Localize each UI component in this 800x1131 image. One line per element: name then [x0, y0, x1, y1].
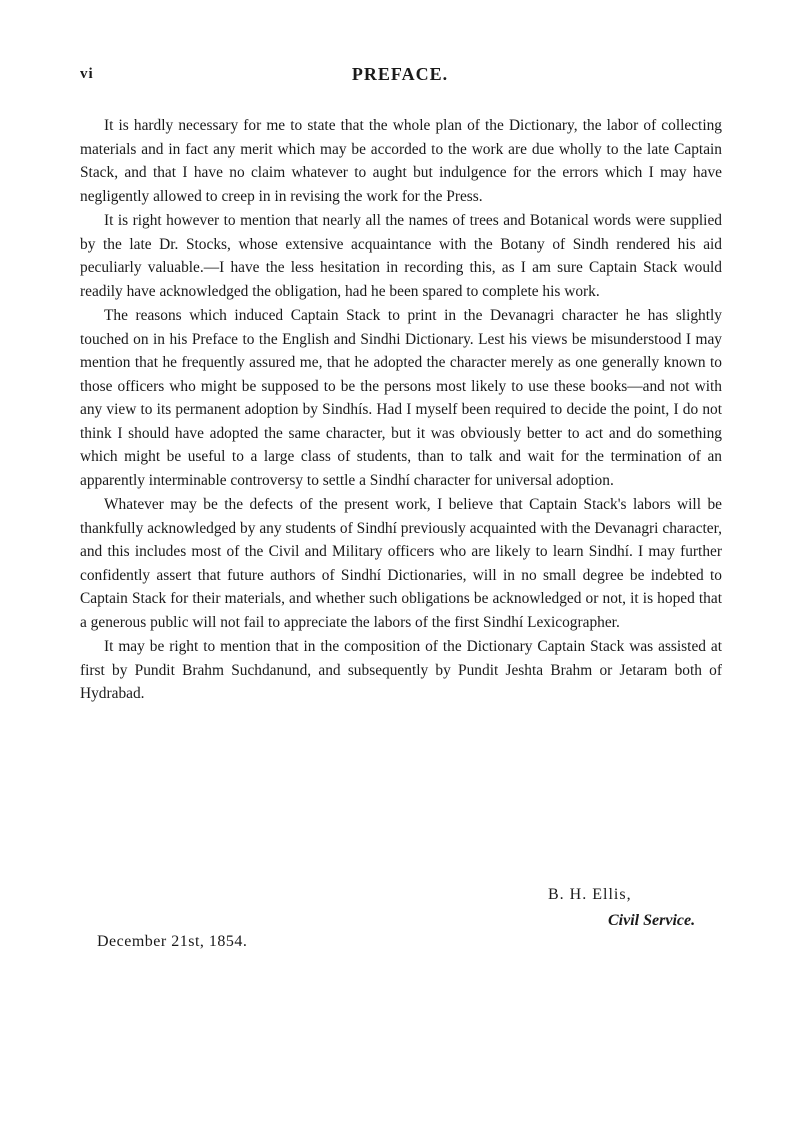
paragraph: The reasons which induced Captain Stack to print in the Devanagri character he has slightly touched on in his Preface to the English and Sindhi Dictionary. Lest his views be misunderstood I may mention that he frequently assured me, that he adopted the character merely as one generally known to those officers who might be supposed to be the persons most likely to use these books—and not with any view to its permanent adoption by Sindhís. Had I myself been required to decide the point, I do not think I should have adopted the same character, but it was obviously better to act and do something which might be useful to a large class of students, than to talk and wait for the termination of an apparently interminable controversy to settle a Sindhí character for universal adoption. — [80, 307, 722, 489]
signature-title: Civil Service. — [608, 912, 696, 929]
paragraph: It is hardly necessary for me to state that the whole plan of the Dictionary, the labor of collecting materials and in fact any merit which may be accorded to the work are due wholly to the late Captain Stack, and that I have no claim whatever to aught but indulgence for the errors which I may have negligently allowed to creep in in revising the work for the Press. — [80, 117, 722, 205]
preface-body — [80, 114, 722, 707]
paragraph: It may be right to mention that in the composition of the Dictionary Captain Stack was assisted at first by Pundit Brahm Suchdanund, and subsequently by Pundit Jeshta Brahm or Jetaram both of Hydrabad. — [80, 638, 722, 702]
paragraph: Whatever may be the defects of the present work, I believe that Captain Stack's labors will be thankfully acknowledged by any students of Sindhí previously acquainted with the Devanagri character, and this includes most of the Civil and Military officers who are likely to learn Sindhí. I may further confidently assert that future authors of Sindhí Dictionaries, will in no small degree be indebted to Captain Stack for their materials, and whether such obligations be acknowledged or not, it is hoped that a generous public will not fail to appreciate the labors of the first Sindhí Lexicographer. — [80, 496, 722, 631]
signature-block — [548, 882, 738, 934]
page-header — [80, 64, 720, 88]
paragraph: It is right however to mention that nearly all the names of trees and Botanical words were supplied by the late Dr. Stocks, whose extensive acquaintance with the Botany of Sindh rendered his aid peculiarly valuable.—I have the less hesitation in recording this, as I am sure Captain Stack would readily have acknowledged the obligation, had he been spared to complete his work. — [80, 212, 722, 300]
preface-date: December 21st, 1854. — [97, 933, 248, 950]
page-title: PREFACE. — [351, 64, 449, 84]
signature-name: B. H. Ellis, — [548, 886, 632, 903]
page-number: vi — [80, 66, 94, 82]
